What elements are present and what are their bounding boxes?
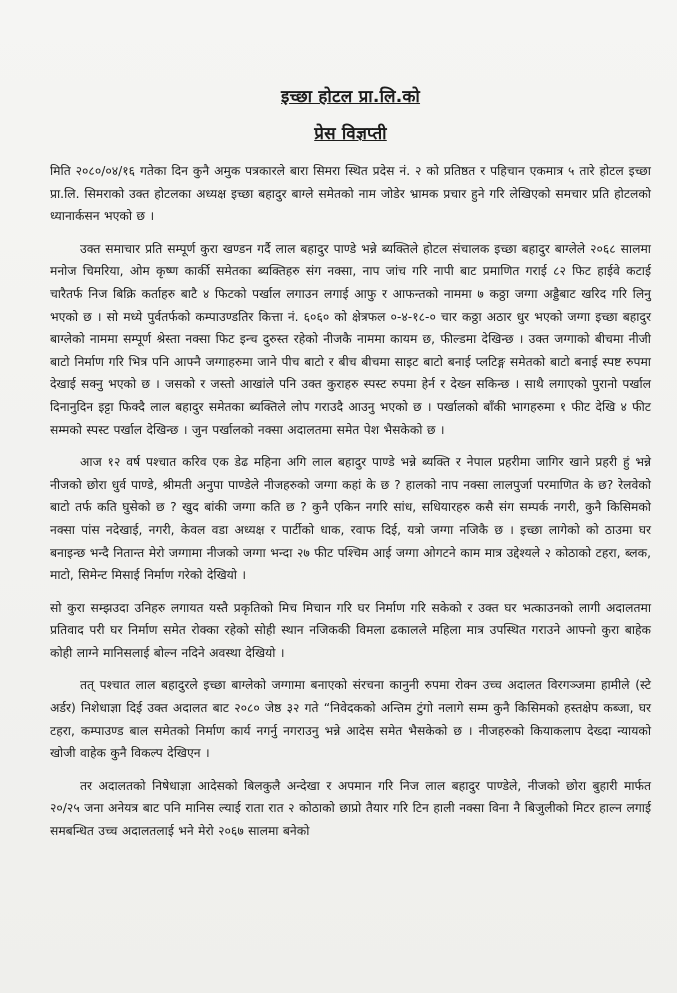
paragraph-5: तत् पश्चात लाल बहादुरले इच्छा बाग्लेको जग्गामा बनाएको संरचना कानुनी रुपमा रोक्न उच्च अदालत विरगञ्जमा हामीले (स्टे अर्डर) निशेधाज्ञा दिई उक्त अदालत बाट २०८० जेष्ठ ३२ गते “निवेदकको अन्तिम टुंगो नलागे सम्म कुनै किसिमको हस्तक्षेप कब्जा, घर टहरा, कम्पाउण्ड बाल समेतको निर्माण कार्य नगर्नु नगराउनु भन्ने आदेस समेत भैसकेको छ । नीजहरुको कियाकलाप देख्दा न्यायको खोजी वाहेक कुनै विकल्प देखिएन । xyxy=(50,678,651,761)
paragraph-4: सो कुरा सम्झउदा उनिहरु लगायत यस्तै प्रकृतिको मिच मिचान गरि घर निर्माण गरि सकेको र उक्त घर भत्काउनको लागी अदालतमा प्रतिवाद परी घर निर्माण समेत रोक्का रहेको सोही स्थान नजिककी विमला ढकालले महिला मात्र उपस्थित गराउने आफ्नो कुरा बाहेक कोही लाग्ने मानिसलाई बोल्न नदिने अवस्था देखियो । xyxy=(50,600,651,660)
document-subtitle: प्रेस विज्ञप्ती xyxy=(314,124,387,144)
paragraph-3: आज १२ वर्ष पश्चात करिव एक डेढ महिना अगि लाल बहादुर पाण्डे भन्ने ब्यक्ति र नेपाल प्रहरीमा जागिर खाने प्रहरी हुं भन्ने नीजको छोरा धुर्व पाण्डे, श्रीमती अनुपा पाण्डेले नीजहरुको जग्गा कहां के छ ? हालको नाप नक्सा लालपुर्जा परमाणित के छ? रेलवेको बाटो तर्फ कति घुसेको छ ? खुद बांकी जग्गा कति छ ? कुनै एकिन नगरि सांध, सधियारहरु कसै संग सम्पर्क नगरी, कुनै किसिमको नक्सा पांस नदेखाई, नगरी, केवल वडा अध्यक्ष र पार्टीको धाक, रवाफ दिई, यत्रो जग्गा नजिकै छ । इच्छा लागेको को ठाउमा घर बनाइन्छ भन्दै नितान्त मेरो जग्गामा नीजको जग्गा भन्दा २७ फीट पश्चिम आई जग्गा ओगटने काम मात्र उद्देश्यले २ कोठाको टहरा, ब्लक, माटो, सिमेन्ट मिसाई निर्माण गरेको देखियो । xyxy=(50,455,651,583)
document-title: इच्छा होटल प्रा.लि.को xyxy=(280,87,421,107)
paragraph-2: उक्त समाचार प्रति सम्पूर्ण कुरा खण्डन गर्दै लाल बहादुर पाण्डे भन्ने ब्यक्तिले होटल संचालक इच्छा बहादुर बाग्लेले २०६८ सालमा मनोज चिमरिया, ओम कृष्ण कार्की समेतका ब्यक्तिहरु संग नक्सा, नाप जांच गरि नापी बाट प्रमाणित गराई ८२ फिट हाईवे कटाई चारैतर्फ निज बिक्रि कर्ताहरु बाटै ४ फिटको पर्खाल लगाउन लगाई आफु र आफन्तको नाममा ७ कठ्ठा जग्गा अड्डैबाट खरिद गरि लिनु भएको छ । सो मध्ये पुर्वतर्फको कम्पाउण्डतिर कित्ता नं. ६०६० को क्षेत्रफल ०-४-१८-० चार कठ्ठा अठार धुर भएको जग्गा इच्छा बहादुर बाग्लेको नाममा सम्पूर्ण श्रेस्ता नक्सा फिट इन्च दुरुस्त रहेको नीजकै नाममा कायम छ, फील्डमा देखिन्छ । उक्त जग्गाको बीचमा नीजी बाटो निर्माण गरि भित्र पनि आफ्नै जग्गाहरुमा जाने पीच बाटो र बीच बीचमा साइट बाटो बनाई प्लटिङ्ग समेतको बाटो बनाई स्पष्ट रुपमा देखाई सक्नु भएको छ । जसको र जस्तो आखांले पनि उक्त कुराहरु स्पस्ट रुपमा हेर्न र देख्न सकिन्छ । साथै लगाएको पुरानो पर्खाल दिनानुदिन इट्टा फिक्दै लाल बहादुर समेतका ब्यक्तिले लोप गराउदै आउनु भएको छ । पर्खालको बाँकी भागहरुमा १ फीट देखि ४ फीट सम्मको स्पस्ट पर्खाल देखिन्छ । जुन पर्खालको नक्सा अदालतमा समेत पेश भैसकेको छ । xyxy=(50,241,651,437)
paragraph-1: मिति २०८०/०४/१६ गतेका दिन कुनै अमुक पत्रकारले बारा सिमरा स्थित प्रदेस नं. २ को प्रतिष्ठत र पहिचान एकमात्र ५ तारे होटल इच्छा प्रा.लि. सिमराको उक्त होटलका अध्यक्ष इच्छा बहादुर बाग्ले समेतको नाम जोडेर भ्रामक प्रचार हुने गरि लेखिएको समचार प्रति होटलको ध्यानार्कसन भएको छ । xyxy=(50,164,651,224)
paragraph-6: तर अदालतको निषेधाज्ञा आदेसको बिलकुलै अन्देखा र अपमान गरि निज लाल बहादुर पाण्डेले, नीजको छोरा बुहारी मार्फत २०/२५ जना अनेयत्र बाट पनि मानिस ल्याई राता रात २ कोठाको छाप्रो तैयार गरि टिन हाली नक्सा विना नै बिजुलीको मिटर हाल्न लगाई समबन्धित उच्च अदालतलाई भने मेरो २०६७ सालमा बनेको xyxy=(50,778,651,839)
